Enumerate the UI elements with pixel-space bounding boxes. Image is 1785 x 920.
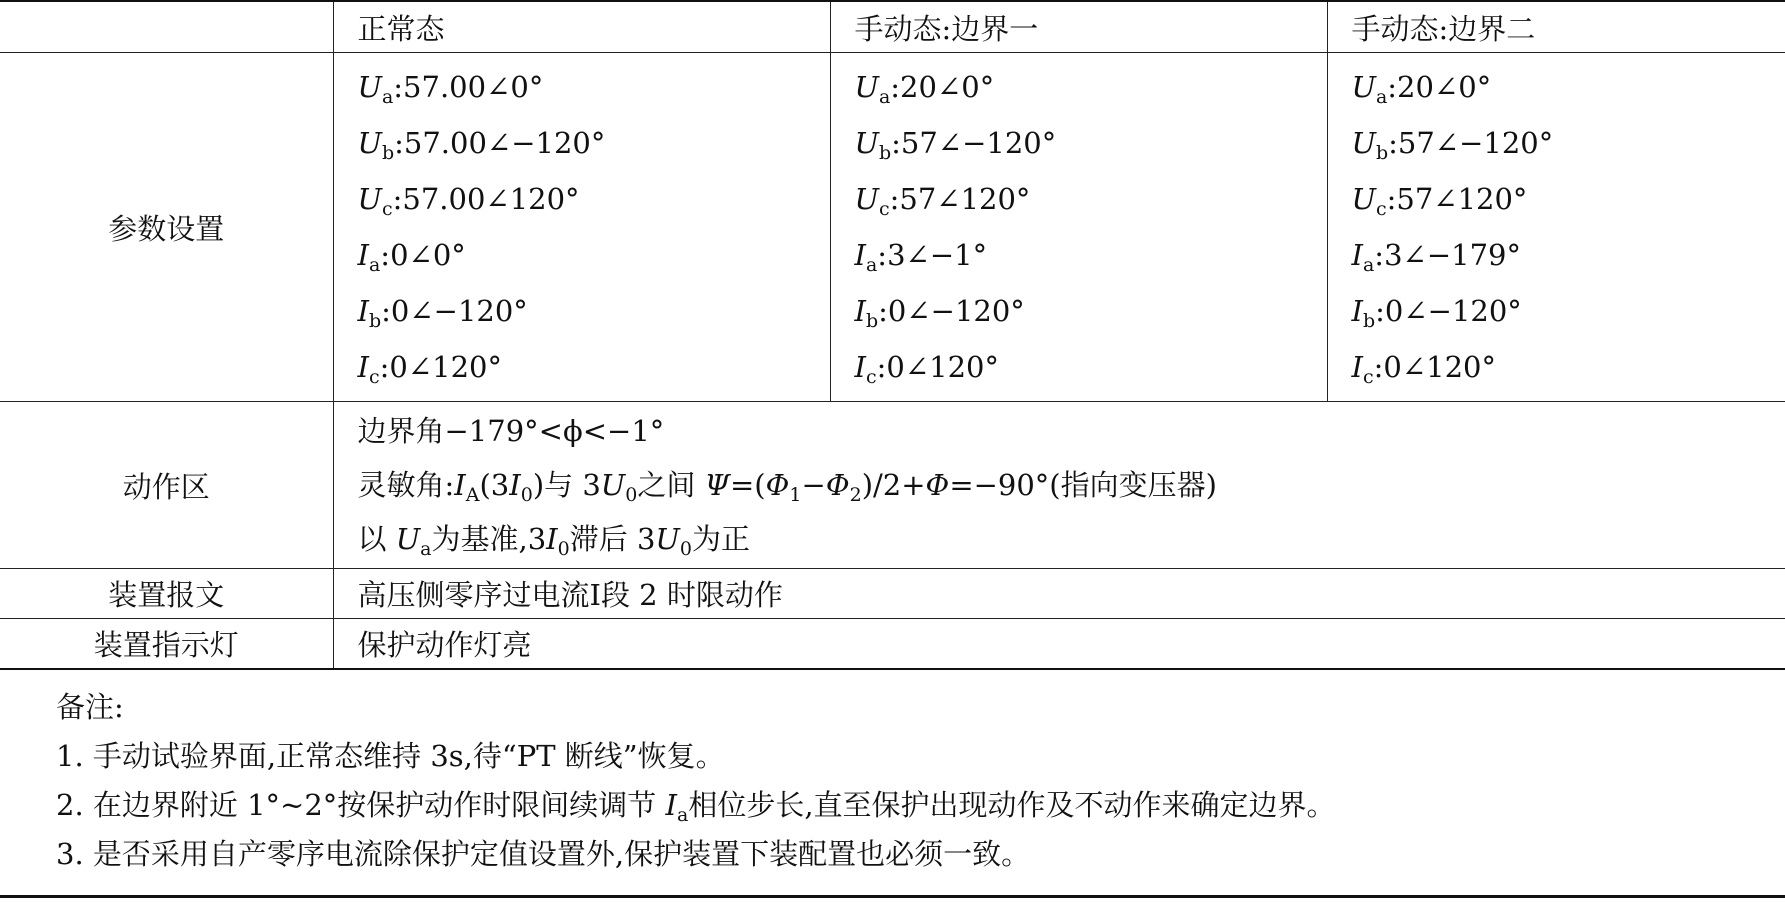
param-line: $U_b:57\angle-120^\circ$	[854, 126, 1057, 164]
params-label: 参数设置	[0, 53, 333, 402]
indicator-row	[0, 619, 1785, 670]
boundary-angle-line: 边界角−179°<ϕ<−1°	[357, 414, 665, 448]
param-line: $I_b:0\angle-120^\circ$	[854, 294, 1025, 332]
param-line: $U_a:57.00\angle 0^\circ$	[357, 70, 544, 108]
normal-state-values	[333, 53, 830, 402]
manual-1-values	[830, 53, 1327, 402]
bottom-rule	[0, 895, 1785, 898]
device-report-label: 装置报文	[0, 569, 333, 619]
param-line: $I_b:0\angle-120^\circ$	[357, 294, 528, 332]
param-line: $I_c:0\angle 120^\circ$	[1351, 350, 1496, 388]
param-line: $I_a:0\angle 0^\circ$	[357, 238, 466, 276]
param-line: $U_a:20\angle 0^\circ$	[1351, 70, 1492, 108]
note-3: 3. 是否采用自产零序电流除保护定值设置外,保护装置下装配置也必须一致。	[56, 837, 1031, 871]
header-corner-cell	[0, 1, 333, 53]
param-line: $U_c:57.00\angle 120^\circ$	[357, 182, 580, 220]
action-zone-content	[333, 402, 1785, 569]
indicator-label: 装置指示灯	[0, 619, 333, 670]
sensitive-angle-line: 灵敏角$:I_A(3I_0)$与 $3U_0$之间 $\Psi=(\Phi_1-\Phi_2)/2+\Phi=-90^\circ$(指向变压器)	[357, 468, 1217, 506]
param-line: $U_b:57.00\angle-120^\circ$	[357, 126, 606, 164]
param-line: $I_a:3\angle-1^\circ$	[854, 238, 988, 276]
header-manual-state-boundary-1: 手动态:边界一	[830, 1, 1327, 53]
note-2: 2. 在边界附近 1°~2°按保护动作时限间续调节 $I_a$相位步长,直至保护出现动作及不动作来确定边界。	[56, 788, 1336, 826]
param-line: $I_b:0\angle-120^\circ$	[1351, 294, 1522, 332]
header-row	[0, 1, 1785, 53]
param-line: $I_a:3\angle-179^\circ$	[1351, 238, 1521, 276]
param-line: $U_b:57\angle-120^\circ$	[1351, 126, 1554, 164]
notes-section	[56, 683, 1336, 879]
reference-line: 以 $U_a$为基准$,3I_0$滞后 $3U_0$为正	[357, 522, 750, 560]
params-row	[0, 53, 1785, 402]
param-line: $U_c:57\angle 120^\circ$	[854, 182, 1031, 220]
param-line: $U_a:20\angle 0^\circ$	[854, 70, 995, 108]
param-line: $U_c:57\angle 120^\circ$	[1351, 182, 1528, 220]
action-zone-row	[0, 402, 1785, 569]
note-1: 1. 手动试验界面,正常态维持 3s,待“PT 断线”恢复。	[56, 739, 725, 773]
header-normal-state: 正常态	[333, 1, 830, 53]
param-line: $I_c:0\angle 120^\circ$	[357, 350, 502, 388]
param-line: $I_c:0\angle 120^\circ$	[854, 350, 999, 388]
header-manual-state-boundary-2: 手动态:边界二	[1327, 1, 1785, 53]
action-zone-label: 动作区	[0, 402, 333, 569]
device-report-row	[0, 569, 1785, 619]
manual-2-values	[1327, 53, 1785, 402]
notes-title: 备注:	[56, 690, 124, 724]
indicator-value: 保护动作灯亮	[333, 619, 1785, 670]
device-report-value: 高压侧零序过电流Ⅰ段 2 时限动作	[333, 569, 1785, 619]
